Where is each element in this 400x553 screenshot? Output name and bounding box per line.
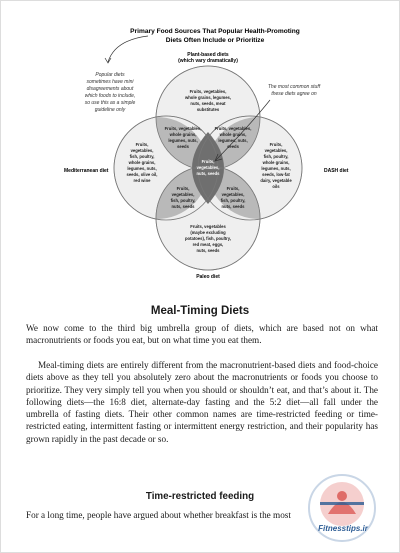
svg-text:fish, poultry,: fish, poultry, <box>263 154 289 159</box>
watermark-logo <box>306 472 378 544</box>
svg-text:nuts, seeds: nuts, seeds <box>171 204 195 209</box>
svg-text:dairy, vegetable: dairy, vegetable <box>260 178 292 183</box>
svg-text:Fruits,: Fruits, <box>176 186 190 191</box>
label-plant-based: Plant-based diets <box>187 52 229 58</box>
body-paragraph-3: For a long time, people have argued about whether breakfast is the most <box>26 510 291 520</box>
svg-text:nuts, seeds: nuts, seeds <box>221 204 245 209</box>
svg-text:vegetables,: vegetables, <box>130 148 154 153</box>
svg-text:these diets agree on: these diets agree on <box>271 91 317 97</box>
svg-text:vegetables,: vegetables, <box>196 165 220 170</box>
title-pointer-arrow <box>108 36 148 62</box>
svg-text:potatoes), fish, poultry,: potatoes), fish, poultry, <box>185 236 231 241</box>
body-paragraph-1: We now come to the third big umbrella group of diets, which are based not on what macronutrients or foods you eat, but on what time you eat them. <box>26 323 378 346</box>
svg-text:whole grains, legumes,: whole grains, legumes, <box>184 95 232 100</box>
svg-text:whole grains,: whole grains, <box>128 160 156 165</box>
svg-text:disagreements about: disagreements about <box>86 86 134 92</box>
svg-text:substitutes: substitutes <box>196 107 220 112</box>
svg-text:vegetables,: vegetables, <box>264 148 288 153</box>
svg-text:Popular diets: Popular diets <box>95 72 125 78</box>
svg-text:whole grains,: whole grains, <box>169 132 197 137</box>
svg-text:guideline only: guideline only <box>94 107 126 113</box>
diagram-title-line1: Primary Food Sources That Popular Health-Promoting <box>130 28 300 35</box>
svg-text:Fruits, vegetables,: Fruits, vegetables, <box>189 89 227 94</box>
svg-text:seeds, olive oil,: seeds, olive oil, <box>126 172 158 177</box>
region-mediterranean-only <box>127 142 158 183</box>
svg-text:(maybe excluding: (maybe excluding <box>190 230 226 235</box>
svg-text:Fruits,: Fruits, <box>226 186 240 191</box>
body-paragraph-2: Meal-timing diets are entirely different from the macronutrient-based diets and food-choice diets above as they tell you absolutely zero about the macronutrients or foods you choose to prioritize. They very simply tell you when you should or shouldn’t eat, and that’s about it. The following diets—the 16:8 diet, alternate-day fasting and the 5:2 diet—all fall under the umbrella of fasting diets. Their other common names are time-restricted feeding or time-restricted eating, intermittent fasting or intermittent energy restriction, and their popularity has grown rapidly in the past decade or so. <box>26 360 378 444</box>
svg-text:whole grains,: whole grains, <box>262 160 290 165</box>
svg-text:Fruits, vegetables: Fruits, vegetables <box>190 224 226 229</box>
svg-text:Fruits,: Fruits, <box>201 159 215 164</box>
svg-text:red meat, eggs,: red meat, eggs, <box>192 242 224 247</box>
svg-text:fish, poultry,: fish, poultry, <box>220 198 246 203</box>
section-heading: Meal-Timing Diets <box>150 305 250 317</box>
svg-text:nuts, seeds: nuts, seeds <box>196 171 220 176</box>
svg-text:which foods to include,: which foods to include, <box>84 93 136 99</box>
svg-text:Fruits, vegetables,: Fruits, vegetables, <box>214 126 252 131</box>
right-note <box>268 84 321 97</box>
label-paleo: Paleo diet <box>196 274 220 280</box>
svg-text:vegetables,: vegetables, <box>171 192 195 197</box>
svg-text:vegetables,: vegetables, <box>221 192 245 197</box>
subheading: Time-restricted feeding <box>145 491 255 502</box>
svg-text:legumes, nuts,: legumes, nuts, <box>261 166 291 171</box>
label-mediterranean: Mediterranean diet <box>64 168 109 174</box>
svg-text:nuts, seeds: nuts, seeds <box>196 248 220 253</box>
diagram-title-line2: Diets Often Include or Prioritize <box>165 37 265 44</box>
svg-text:legumes, nuts,: legumes, nuts, <box>127 166 157 171</box>
svg-text:so use this as a simple: so use this as a simple <box>84 100 136 106</box>
svg-text:Fruits,: Fruits, <box>135 142 149 147</box>
label-plant-based-note: (which vary dramatically) <box>178 58 238 64</box>
svg-text:legumes, nuts,: legumes, nuts, <box>168 138 198 143</box>
svg-text:Fruits, vegetables,: Fruits, vegetables, <box>164 126 202 131</box>
svg-text:sometimes have mini: sometimes have mini <box>86 79 134 85</box>
svg-text:Fruits,: Fruits, <box>269 142 283 147</box>
label-dash: DASH diet <box>324 168 349 174</box>
svg-text:legumes, nuts,: legumes, nuts, <box>218 138 248 143</box>
svg-text:fish, poultry,: fish, poultry, <box>170 198 196 203</box>
svg-text:The most common stuff: The most common stuff <box>267 84 321 90</box>
svg-text:seeds, low-fat: seeds, low-fat <box>262 172 290 177</box>
svg-text:seeds: seeds <box>177 144 189 149</box>
left-note <box>85 72 136 113</box>
svg-text:whole grains,: whole grains, <box>219 132 247 137</box>
svg-text:fish, poultry,: fish, poultry, <box>129 154 155 159</box>
svg-text:red wine: red wine <box>133 178 151 183</box>
svg-text:nuts, seeds, meat: nuts, seeds, meat <box>190 101 226 106</box>
svg-text:oils: oils <box>272 184 280 189</box>
svg-text:seeds: seeds <box>227 144 239 149</box>
watermark-text: Fitnesstips.ir <box>318 524 368 533</box>
